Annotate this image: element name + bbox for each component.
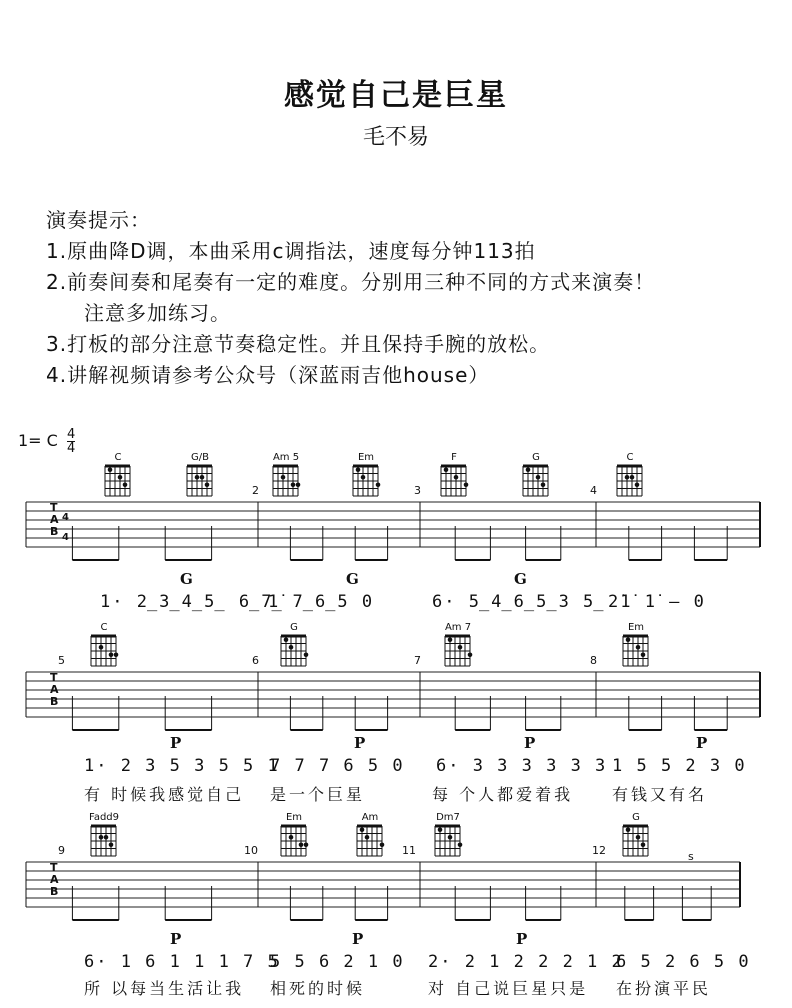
tab-letter-t: T — [50, 671, 58, 684]
tips-heading: 演奏提示： — [46, 208, 151, 232]
jianpu-measure: 5 5 6 2 1 0 — [270, 952, 405, 972]
finger-dot — [289, 645, 294, 650]
tab-staff — [0, 496, 792, 606]
finger-dot — [464, 483, 469, 488]
tab-letter-b: B — [50, 525, 59, 538]
measure-number: 11 — [402, 844, 416, 857]
chord-name: G/B — [191, 452, 209, 463]
chord-label: G — [346, 570, 359, 588]
finger-dot — [376, 483, 381, 488]
time-den: 4 — [66, 441, 76, 456]
chord-grid — [88, 634, 120, 670]
finger-dot — [636, 835, 641, 840]
chord-diagram — [440, 622, 476, 670]
measure-number: 6 — [252, 654, 259, 667]
slide-mark: s — [688, 850, 694, 863]
finger-dot — [205, 483, 210, 488]
tab-letter-t: T — [50, 501, 58, 514]
chord-grid — [278, 634, 310, 670]
lyric-line: 每 个人都爱着我 — [432, 785, 574, 804]
finger-dot — [284, 638, 289, 643]
finger-dot — [626, 638, 631, 643]
pm-label: P — [352, 930, 364, 948]
finger-dot — [458, 645, 463, 650]
chord-name: Am 5 — [272, 452, 300, 463]
system-1 — [0, 452, 792, 622]
chord-diagram — [352, 812, 388, 860]
key-signature — [18, 428, 75, 455]
measure-number: 9 — [58, 844, 65, 857]
finger-dot — [641, 843, 646, 848]
finger-dot — [108, 468, 113, 473]
chord-name: Em — [357, 452, 375, 463]
tab-time-sig — [62, 512, 69, 544]
pm-label: P — [170, 734, 182, 752]
chord-name: C — [114, 452, 122, 463]
finger-dot — [454, 475, 459, 480]
tab-letter-a: A — [50, 873, 59, 886]
finger-dot — [104, 835, 109, 840]
jianpu-measure: 6· 1 6 1 1 1 7 5 — [84, 952, 280, 972]
finger-dot — [109, 843, 114, 848]
chord-label: G — [514, 570, 527, 588]
tab-letter-t: T — [50, 861, 58, 874]
tip-3: 3.打板的部分注意节奏稳定性。并且保持手腕的放松。 — [46, 332, 551, 356]
chord-name: G — [532, 452, 540, 463]
chord-diagram — [100, 452, 136, 500]
chord-name: Am 7 — [444, 622, 472, 633]
chord-grid — [278, 824, 310, 860]
lyric-line: 相死的时候 — [270, 979, 366, 998]
jianpu-measure: 6 5 2 6 5 0 — [616, 952, 751, 972]
finger-dot — [365, 835, 370, 840]
chord-grid — [614, 464, 646, 500]
chord-name: Em — [285, 812, 303, 823]
finger-dot — [541, 483, 546, 488]
finger-dot — [536, 475, 541, 480]
chord-diagram — [348, 452, 384, 500]
chord-grid — [438, 464, 470, 500]
chord-diagram — [268, 452, 304, 500]
finger-dot — [448, 835, 453, 840]
chord-name: F — [451, 452, 457, 463]
finger-dot — [380, 843, 385, 848]
tab-clef — [50, 672, 59, 708]
finger-dot — [360, 828, 365, 833]
pm-label: P — [516, 930, 528, 948]
time-signature — [67, 428, 75, 455]
jianpu-measure: 6· 5̲4̲6̲5̲3 5̲ — [432, 592, 606, 612]
chord-diagram — [612, 452, 648, 500]
chord-grid — [270, 464, 302, 500]
jianpu-measure: 6· 3 3 3 3 3 3 — [436, 756, 608, 776]
tab-letter-a: A — [50, 683, 59, 696]
lyric-line: 有 时候我感觉自己 — [84, 785, 245, 804]
jianpu-measure: 2̇1̇ 1̇ — 0 — [608, 592, 706, 612]
tab-staff — [0, 856, 792, 966]
chord-grid — [88, 824, 120, 860]
chord-diagram — [430, 812, 466, 860]
chord-diagram — [618, 812, 654, 860]
tab-time-bot: 4 — [62, 532, 69, 543]
measure-number: 8 — [590, 654, 597, 667]
chord-name: C — [100, 622, 108, 633]
time-num: 4 — [66, 427, 76, 442]
finger-dot — [630, 475, 635, 480]
chord-name: Fadd9 — [88, 812, 120, 823]
measure-number: 2 — [252, 484, 259, 497]
jianpu-measure: 7 7 7 6 5 0 — [270, 756, 405, 776]
measure-number: 3 — [414, 484, 421, 497]
chord-diagram — [84, 812, 124, 860]
pm-label: P — [696, 734, 708, 752]
lyric-line: 对 自己说巨星只是 — [428, 979, 589, 998]
finger-dot — [444, 468, 449, 473]
chord-diagram — [276, 622, 312, 670]
chord-name: Dm7 — [436, 812, 460, 823]
chord-grid — [102, 464, 134, 500]
finger-dot — [304, 843, 309, 848]
finger-dot — [109, 653, 114, 658]
jianpu-measure: 2· 2 1 2 2 2 1 2 — [428, 952, 624, 972]
key-label: 1= C — [18, 431, 58, 450]
pm-label: P — [524, 734, 536, 752]
lyric-line: 所 以每当生活让我 — [84, 979, 245, 998]
jianpu-measure: 1̇ 7̲6̲5 0 — [268, 592, 375, 612]
finger-dot — [114, 653, 119, 658]
chord-name: Em — [627, 622, 645, 633]
chord-name: G — [290, 622, 298, 633]
finger-dot — [635, 483, 640, 488]
finger-dot — [296, 483, 301, 488]
finger-dot — [123, 483, 128, 488]
finger-dot — [438, 828, 443, 833]
tab-clef — [50, 862, 59, 898]
finger-dot — [361, 475, 366, 480]
finger-dot — [299, 843, 304, 848]
system-2 — [0, 622, 792, 802]
finger-dot — [118, 475, 123, 480]
chord-grid — [520, 464, 552, 500]
pm-label: P — [354, 734, 366, 752]
song-title: 感觉自己是巨星 — [284, 78, 508, 113]
tip-2: 2.前奏间奏和尾奏有一定的难度。分别用三种不同的方式来演奏！ — [46, 270, 656, 294]
jianpu-measure: 1· 2̲3̲4̲5̲ 6̲7̲ — [100, 592, 284, 612]
tip-2b: 注意多加练习。 — [84, 301, 231, 325]
chord-grid — [442, 634, 474, 670]
finger-dot — [458, 843, 463, 848]
tip-4: 4.讲解视频请参考公众号（深蓝雨吉他house） — [46, 363, 490, 387]
chord-name: G — [632, 812, 640, 823]
chord-grid — [350, 464, 382, 500]
finger-dot — [291, 483, 296, 488]
measure-number: 7 — [414, 654, 421, 667]
measure-number: 5 — [58, 654, 65, 667]
finger-dot — [99, 645, 104, 650]
chord-grid — [620, 824, 652, 860]
tab-clef — [50, 502, 59, 538]
tab-letter-b: B — [50, 885, 59, 898]
chord-label: G — [180, 570, 193, 588]
finger-dot — [526, 468, 531, 473]
jianpu-measure: 1· 2 3 5 3 5 5 1 — [84, 756, 280, 776]
chord-name: Am — [361, 812, 379, 823]
finger-dot — [448, 638, 453, 643]
lyric-line: 是一个巨星 — [270, 785, 366, 804]
finger-dot — [289, 835, 294, 840]
pm-label: P — [170, 930, 182, 948]
finger-dot — [468, 653, 473, 658]
chord-grid — [432, 824, 464, 860]
finger-dot — [356, 468, 361, 473]
artist-name: 毛不易 — [362, 125, 429, 150]
lyric-line: 有钱又有名 — [612, 785, 708, 804]
tab-letter-b: B — [50, 695, 59, 708]
chord-diagram — [518, 452, 554, 500]
system-3 — [0, 812, 792, 1008]
jianpu-measure: 1 5 5 2 3 0 — [612, 756, 747, 776]
tab-time-top: 4 — [62, 512, 69, 523]
measure-number: 10 — [244, 844, 258, 857]
finger-dot — [636, 645, 641, 650]
finger-dot — [626, 828, 631, 833]
tab-letter-a: A — [50, 513, 59, 526]
finger-dot — [200, 475, 205, 480]
finger-dot — [195, 475, 200, 480]
chord-diagram — [436, 452, 472, 500]
finger-dot — [641, 653, 646, 658]
measure-number: 12 — [592, 844, 606, 857]
chord-grid — [620, 634, 652, 670]
chord-diagram — [618, 622, 654, 670]
chord-grid — [354, 824, 386, 860]
finger-dot — [99, 835, 104, 840]
finger-dot — [281, 475, 286, 480]
chord-name: C — [626, 452, 634, 463]
chord-diagram — [86, 622, 122, 670]
chord-diagram — [276, 812, 312, 860]
chord-grid — [184, 464, 216, 500]
finger-dot — [625, 475, 630, 480]
tip-1: 1.原曲降D调，本曲采用c调指法，速度每分钟113拍 — [46, 239, 536, 263]
lyric-line: 在扮演平民 — [616, 979, 712, 998]
measure-number: 4 — [590, 484, 597, 497]
chord-diagram — [182, 452, 218, 500]
performance-tips — [46, 205, 655, 391]
finger-dot — [304, 653, 309, 658]
